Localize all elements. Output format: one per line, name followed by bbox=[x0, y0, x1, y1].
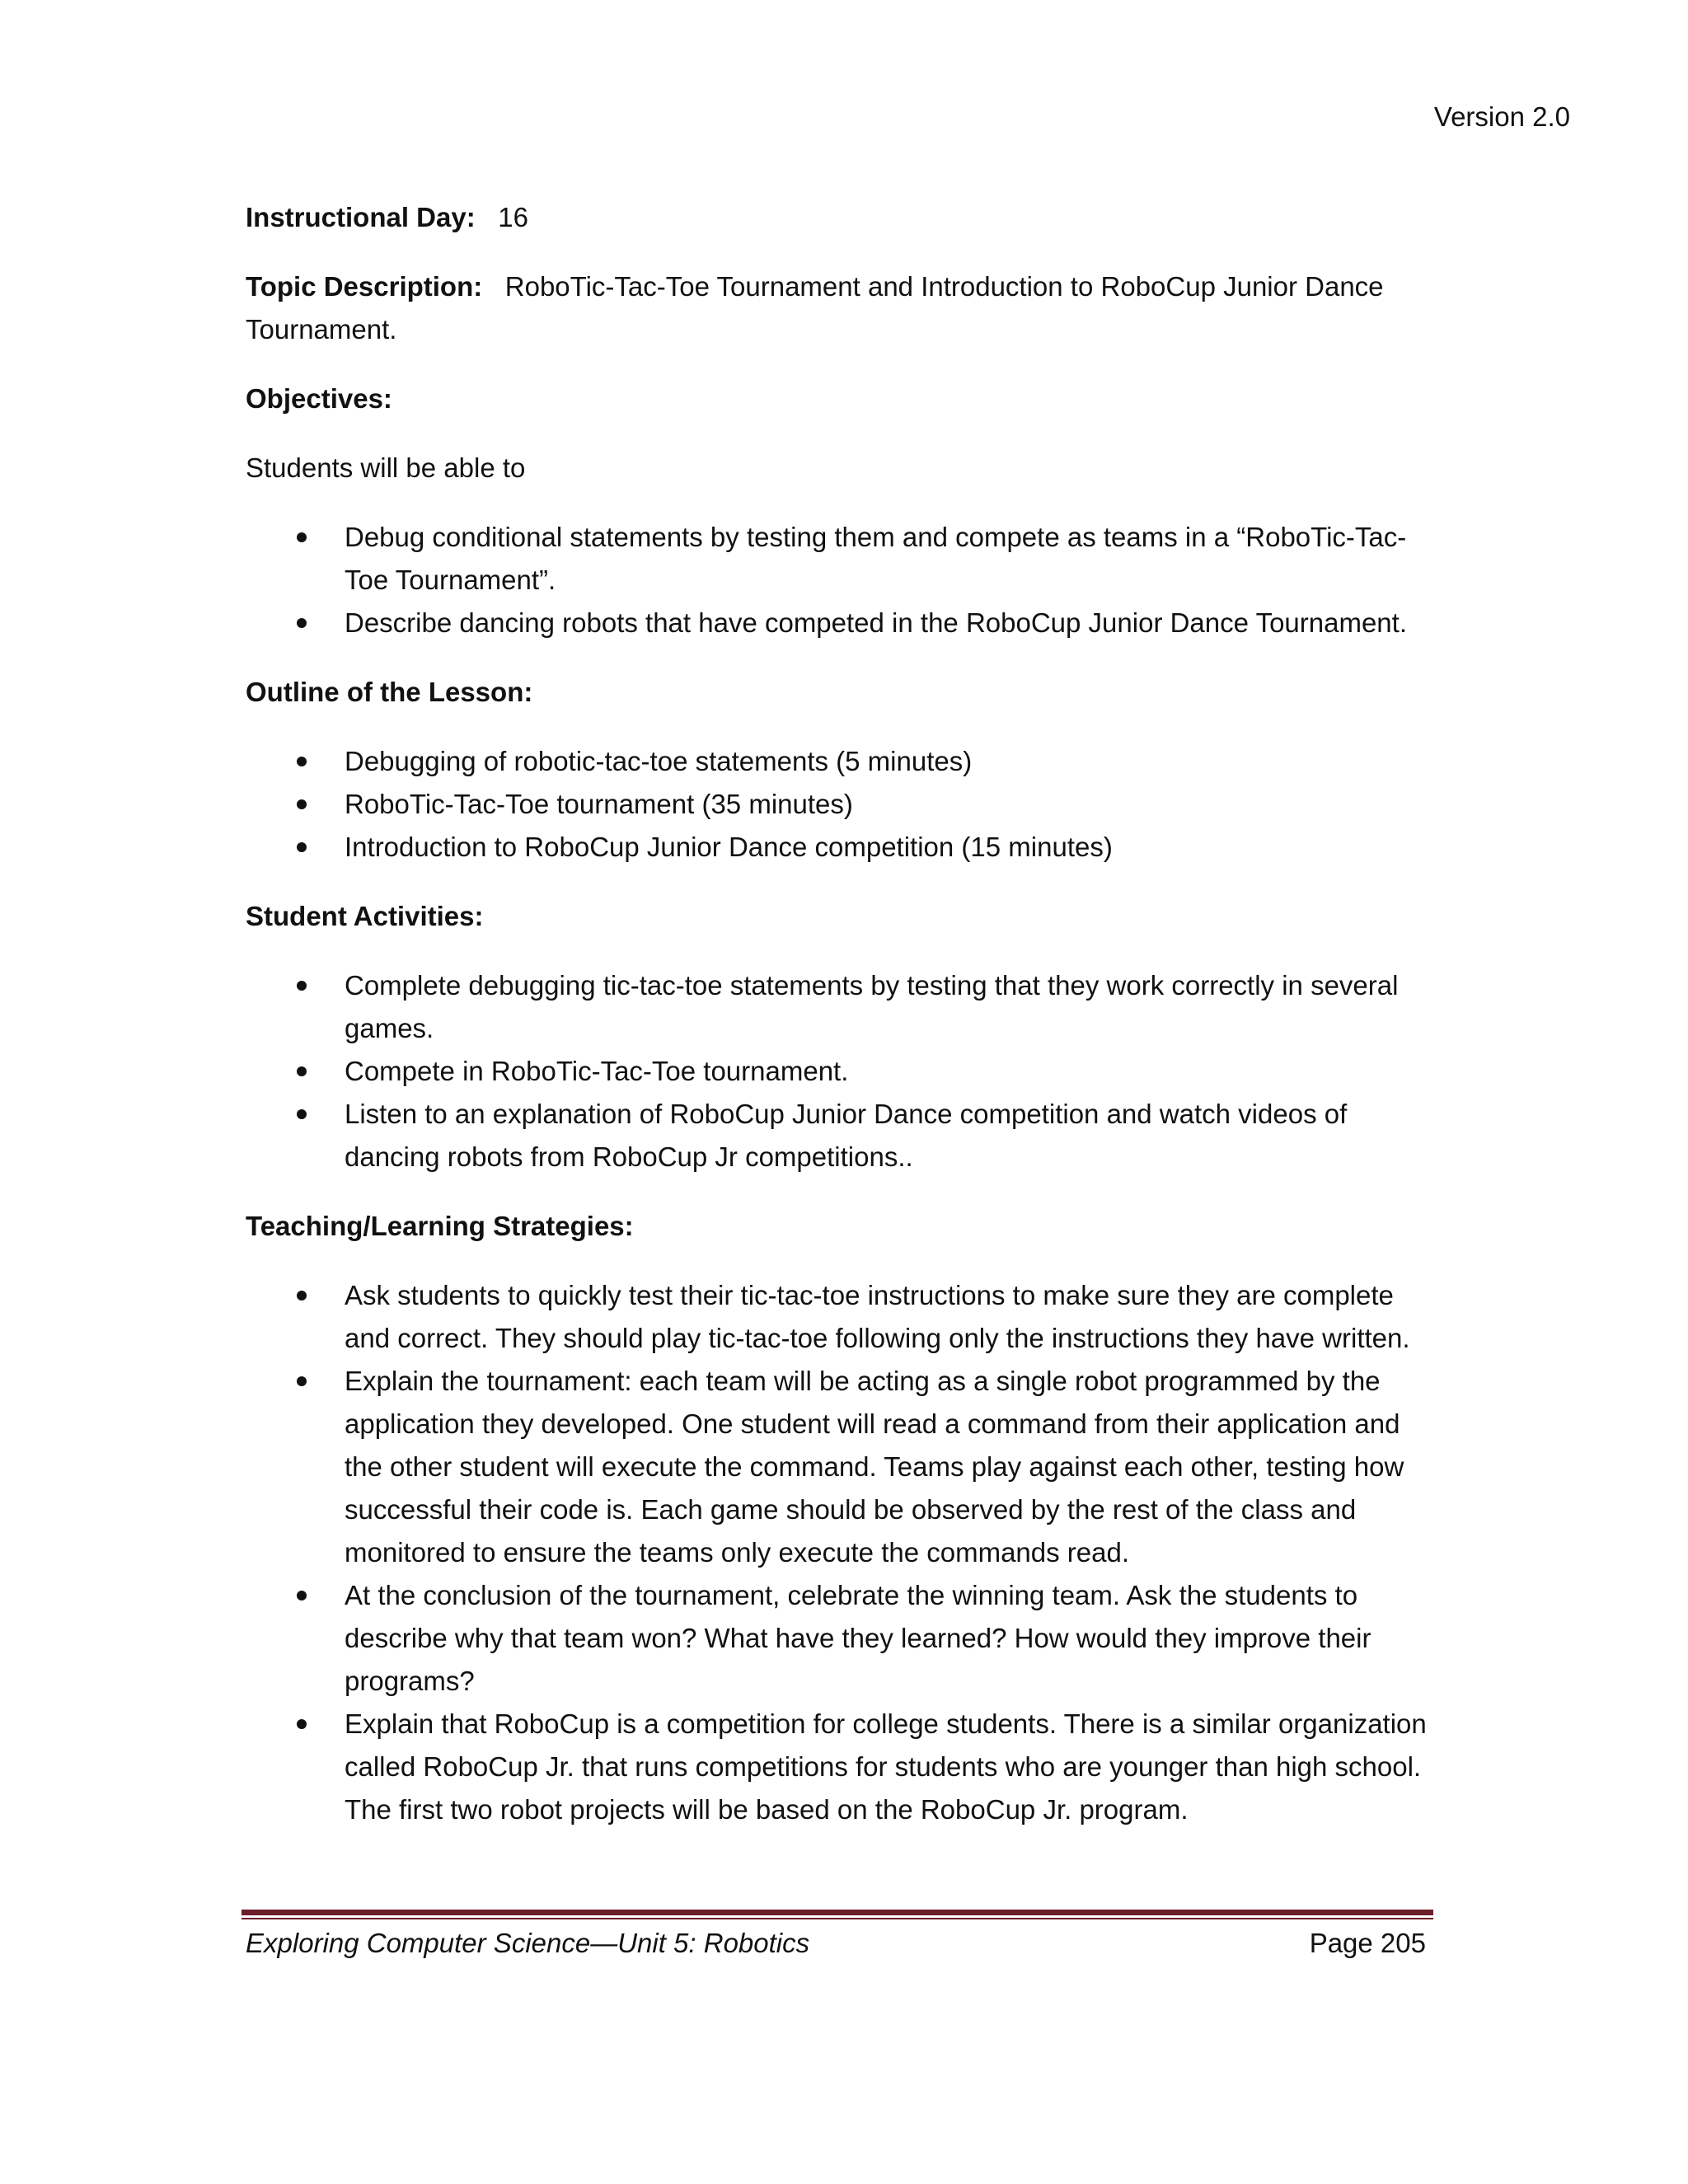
list-item-text: Ask students to quickly test their tic-tac-toe instructions to make sure they are complete and correct. They should play tic-tac-toe following only the instructions they have written. bbox=[345, 1280, 1410, 1353]
outline-heading: Outline of the Lesson: bbox=[246, 677, 533, 707]
list-item bbox=[345, 1574, 1432, 1703]
objectives-list bbox=[246, 516, 1432, 644]
list-item bbox=[345, 964, 1432, 1050]
bullet-icon bbox=[297, 981, 307, 991]
footer-divider-thin bbox=[241, 1918, 1433, 1919]
bullet-icon bbox=[297, 1109, 307, 1119]
list-item bbox=[345, 1093, 1432, 1179]
objectives-intro: Students will be able to bbox=[246, 452, 526, 483]
list-item bbox=[345, 602, 1432, 644]
activities-heading: Student Activities: bbox=[246, 901, 484, 931]
list-item bbox=[345, 516, 1432, 602]
instructional-day bbox=[246, 196, 1432, 239]
bullet-icon bbox=[297, 1376, 307, 1386]
bullet-icon bbox=[297, 532, 307, 542]
bullet-icon bbox=[297, 618, 307, 628]
list-item-text: Describe dancing robots that have competed in the RoboCup Junior Dance Tournament. bbox=[345, 607, 1407, 638]
list-item bbox=[345, 1703, 1432, 1831]
list-item bbox=[345, 1274, 1432, 1360]
bullet-icon bbox=[297, 1066, 307, 1076]
bullet-icon bbox=[297, 1591, 307, 1601]
bullet-icon bbox=[297, 842, 307, 852]
bullet-icon bbox=[297, 1291, 307, 1301]
list-item-text: RoboTic-Tac-Toe tournament (35 minutes) bbox=[345, 789, 853, 819]
bullet-icon bbox=[297, 799, 307, 809]
list-item-text: Introduction to RoboCup Junior Dance competition (15 minutes) bbox=[345, 832, 1113, 862]
instructional-day-value: 16 bbox=[498, 202, 528, 232]
topic-description-label: Topic Description: bbox=[246, 271, 483, 302]
footer-divider-thick bbox=[241, 1910, 1433, 1915]
footer-divider bbox=[241, 1910, 1433, 1919]
list-item bbox=[345, 1360, 1432, 1574]
list-item-text: Complete debugging tic-tac-toe statements by testing that they work correctly in several games. bbox=[345, 970, 1399, 1043]
list-item-text: Explain that RoboCup is a competition for college students. There is a similar organization called RoboCup Jr. that runs competitions for students who are younger than high school. The first two robot projects will be based on the RoboCup Jr. program. bbox=[345, 1708, 1427, 1825]
list-item bbox=[345, 740, 1432, 783]
footer-course-title: Exploring Computer Science—Unit 5: Robotics bbox=[246, 1928, 810, 1958]
activities-list bbox=[246, 964, 1432, 1179]
list-item bbox=[345, 783, 1432, 826]
strategies-list bbox=[246, 1274, 1432, 1831]
list-item-text: Listen to an explanation of RoboCup Junior Dance competition and watch videos of dancing robots from RoboCup Jr competitions.. bbox=[345, 1099, 1348, 1172]
list-item bbox=[345, 1050, 1432, 1093]
list-item bbox=[345, 826, 1432, 869]
footer-page-number: Page 205 bbox=[1309, 1928, 1426, 1958]
topic-description bbox=[246, 265, 1432, 351]
list-item-text: Compete in RoboTic-Tac-Toe tournament. bbox=[345, 1056, 849, 1086]
list-item-text: Debugging of robotic-tac-toe statements (5 minutes) bbox=[345, 746, 973, 776]
bullet-icon bbox=[297, 1719, 307, 1729]
objectives-heading: Objectives: bbox=[246, 383, 392, 414]
lesson-content bbox=[246, 196, 1432, 1858]
list-item-text: Debug conditional statements by testing them and compete as teams in a “RoboTic-Tac-Toe Tournament”. bbox=[345, 522, 1407, 595]
topic-description-value: RoboTic-Tac-Toe Tournament and Introduction to RoboCup Junior Dance Tournament. bbox=[246, 271, 1384, 344]
outline-list bbox=[246, 740, 1432, 869]
strategies-heading: Teaching/Learning Strategies: bbox=[246, 1211, 634, 1241]
list-item-text: At the conclusion of the tournament, celebrate the winning team. Ask the students to describe why that team won? What have they learned? How would they improve their programs? bbox=[345, 1580, 1372, 1696]
list-item-text: Explain the tournament: each team will be acting as a single robot programmed by the application they developed. One student will read a command from their application and the other student will execute the command. Teams play against each other, testing how successful their code is. Each game should be observed by the rest of the class and monitored to ensure the teams only execute the commands read. bbox=[345, 1366, 1404, 1568]
bullet-icon bbox=[297, 757, 307, 766]
version-label: Version 2.0 bbox=[1433, 101, 1570, 132]
instructional-day-label: Instructional Day: bbox=[246, 202, 476, 232]
